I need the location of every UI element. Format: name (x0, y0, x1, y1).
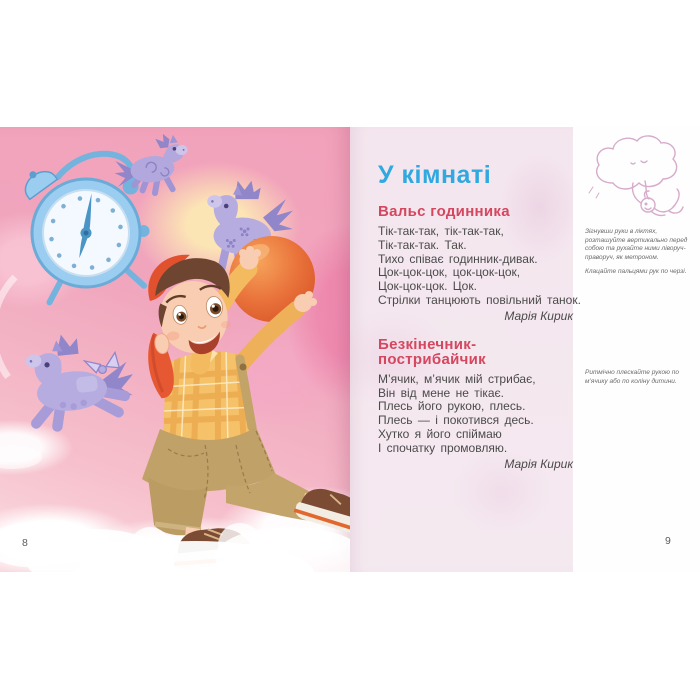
poem-title-line: Безкінечник- (378, 335, 477, 353)
poem-line: Стрілки танцюють повільний танок. (378, 292, 581, 307)
poem-line: Плесь — і покотився десь. (378, 413, 534, 428)
boy-with-ball (134, 236, 350, 571)
cloud-doodle-icon (585, 131, 685, 241)
poem-line: Хутко я його спіймаю (378, 426, 502, 441)
poem-line: Цок-цок-цок. Цок. (378, 279, 477, 294)
poem-line: І спочатку промовляю. (378, 440, 508, 455)
poem-title-line: пострибайчик (378, 350, 486, 368)
right-page (350, 127, 700, 572)
margin-note: Клацайте пальцями рук по черзі. (585, 268, 687, 275)
poem-title (378, 204, 573, 219)
poems-column (350, 127, 581, 572)
poem-lines (378, 224, 581, 308)
poem-line: Тік-так-так. Так. (378, 237, 467, 252)
margin-note: Ритмічно плескайте рукою по м’ячику або по коліну дитини. (585, 369, 679, 385)
poem-author: Марія Кирик (504, 308, 573, 323)
margin-note: Зігнувши руки в ліктях, розташуйте вертикально перед собою та рухайте ними ліворуч-праворуч, як метроном. (585, 228, 688, 261)
illustration-svg (0, 127, 350, 572)
poem-lines (378, 373, 573, 456)
outer-margin (573, 127, 700, 572)
poem-line: М’ячик, м’ячик мій стрибає, (378, 371, 536, 386)
poem-author: Марія Кирик (504, 456, 573, 471)
poem-line: Плесь його рукою, плесь. (378, 399, 526, 414)
toy-pony-bow (23, 328, 137, 430)
poem-bouncer (378, 337, 573, 471)
poem-title (378, 337, 573, 367)
left-page-illustration (0, 127, 350, 572)
poem-line: Він від мене не тікає. (378, 385, 505, 400)
page-number-left: 8 (22, 537, 28, 549)
poem-line: Тік-так-так, тік-так-так, (378, 224, 504, 238)
poem-title-line: Вальс годинника (378, 203, 510, 220)
book-spread (0, 127, 700, 572)
poem-line: Цок-цок-цок, цок-цок-цок, (378, 265, 521, 280)
poem-clock-waltz (378, 203, 581, 323)
poem-line: Тихо співає годинник-дивак. (378, 251, 538, 266)
boy-overalls (142, 427, 324, 535)
cloud-swoosh (0, 277, 15, 377)
page-number-right: 9 (665, 535, 671, 547)
section-title: У кімнаті (378, 161, 492, 189)
